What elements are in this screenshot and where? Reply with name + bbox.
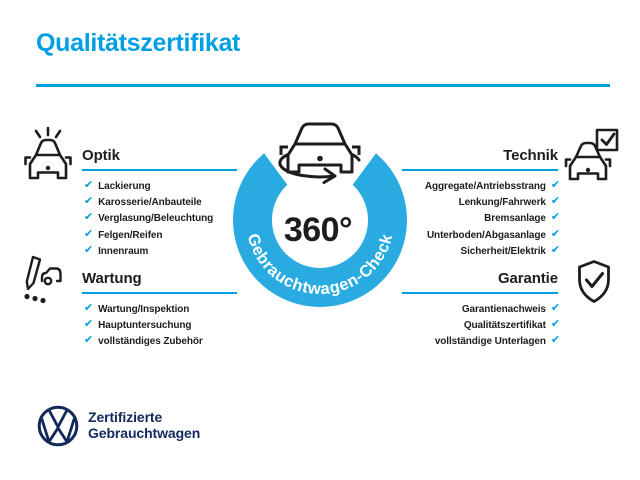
- section-title-optik: Optik: [82, 147, 237, 171]
- list-item: [84, 178, 213, 194]
- car-shine-icon: [22, 126, 74, 180]
- list-item: [84, 243, 213, 259]
- pen-car-service-icon: [20, 254, 64, 304]
- footer-wordmark: [88, 409, 200, 441]
- title-divider: [36, 84, 610, 87]
- section-title-wartung: Wartung: [82, 270, 237, 294]
- shield-check-icon: [574, 258, 614, 306]
- item-label: vollständige Unterlagen: [434, 336, 546, 348]
- check-icon: ✔: [550, 211, 560, 224]
- item-label: Verglasung/Beleuchtung: [98, 213, 214, 225]
- list-item: [84, 334, 203, 350]
- section-title-technik: Technik: [402, 147, 558, 171]
- list-item: [330, 317, 560, 333]
- check-icon: ✔: [84, 301, 94, 314]
- optik-checklist: [84, 178, 213, 259]
- check-icon: ✔: [550, 243, 560, 256]
- item-label: Lenkung/Fahrwerk: [458, 196, 546, 208]
- item-label: Aggregate/Antriebsstrang: [424, 180, 546, 192]
- check-icon: ✔: [550, 178, 560, 191]
- item-label: Garantienachweis: [461, 303, 546, 315]
- check-icon: ✔: [550, 317, 560, 330]
- check-icon: ✔: [84, 194, 94, 207]
- check-icon: ✔: [84, 317, 94, 330]
- check-icon: ✔: [550, 194, 560, 207]
- 360-check-medallion: [224, 114, 416, 314]
- wordmark-line1: Zertifizierte: [88, 409, 163, 425]
- check-icon: ✔: [550, 334, 560, 347]
- check-icon: ✔: [84, 211, 94, 224]
- item-label: Lackierung: [98, 180, 151, 192]
- list-item: [330, 334, 560, 350]
- check-icon: ✔: [84, 178, 94, 191]
- item-label: Qualitätszertifikat: [463, 319, 546, 331]
- item-label: Hauptuntersuchung: [98, 319, 192, 331]
- check-icon: ✔: [84, 243, 94, 256]
- check-icon: ✔: [550, 227, 560, 240]
- item-label: Unterboden/Abgasanlage: [426, 229, 546, 241]
- degree-label: 360°: [283, 211, 353, 249]
- list-item: [84, 194, 213, 210]
- vw-logo: [36, 404, 80, 448]
- list-item: [84, 317, 203, 333]
- section-title-garantie: Garantie: [402, 270, 558, 294]
- check-icon: ✔: [550, 301, 560, 314]
- list-item: [84, 227, 213, 243]
- item-label: Bremsanlage: [484, 213, 546, 225]
- wordmark-line2: Gebrauchtwagen: [88, 425, 201, 441]
- wartung-checklist: [84, 301, 203, 350]
- item-label: Innenraum: [98, 245, 149, 257]
- check-icon: ✔: [84, 227, 94, 240]
- item-label: Felgen/Reifen: [98, 229, 163, 241]
- ring-label-text: Gebrauchtwagen-Check: [243, 231, 397, 299]
- item-label: vollständiges Zubehör: [98, 336, 203, 348]
- item-label: Karosserie/Anbauteile: [98, 196, 202, 208]
- list-item: [84, 301, 203, 317]
- list-item: [84, 211, 213, 227]
- item-label: Sicherheit/Elektrik: [460, 245, 546, 257]
- check-icon: ✔: [84, 334, 94, 347]
- item-label: Wartung/Inspektion: [98, 303, 190, 315]
- page-title: Qualitätszertifikat: [36, 29, 241, 57]
- car-checkbox-icon: [564, 127, 620, 181]
